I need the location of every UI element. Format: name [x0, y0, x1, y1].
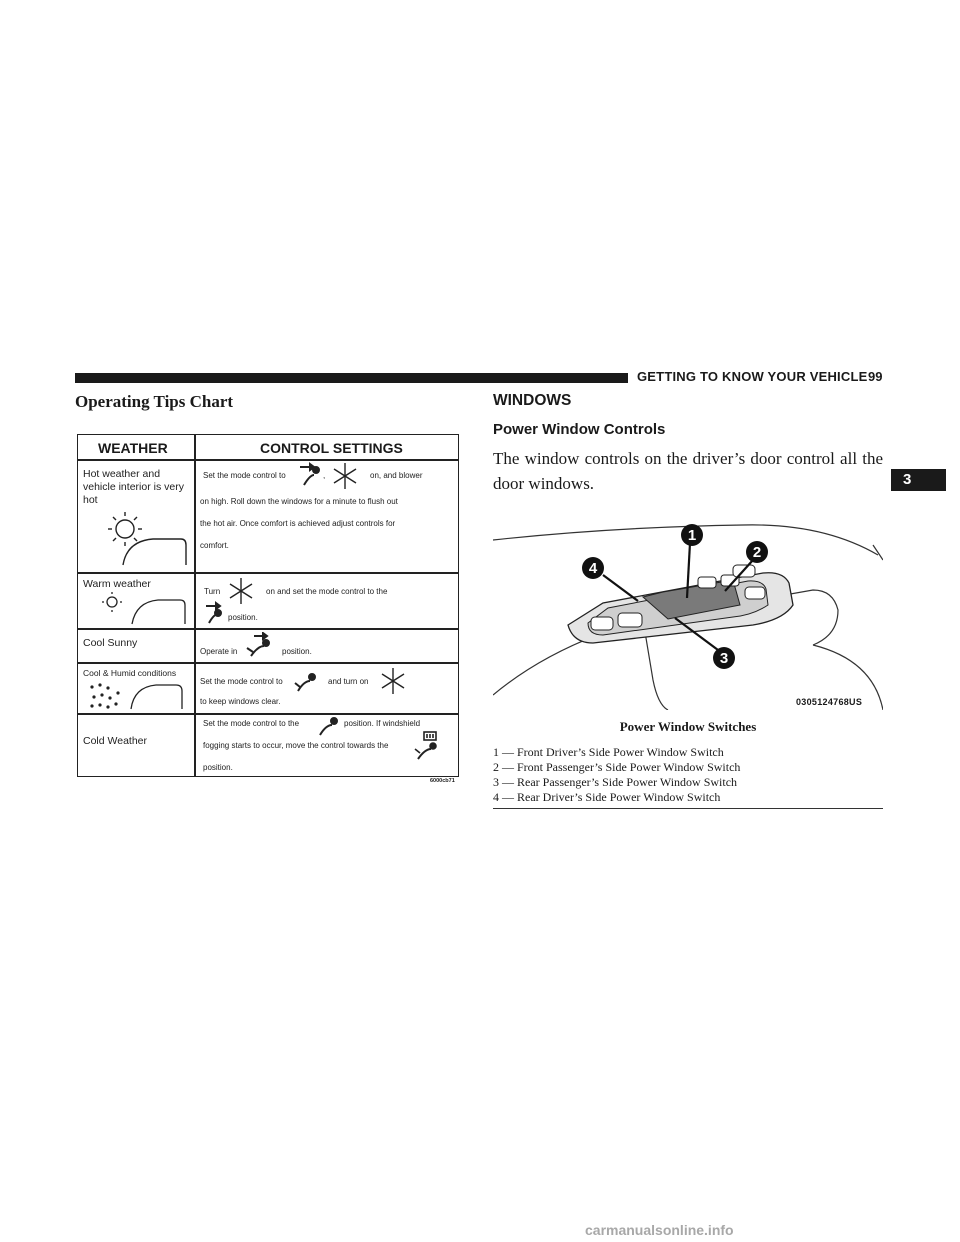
weather-cool-humid: Cool & Humid conditions — [83, 668, 177, 678]
rain-car-icon — [86, 679, 186, 711]
figure-legend — [493, 745, 740, 805]
col-weather: WEATHER — [98, 440, 168, 456]
power-window-switches-figure — [493, 495, 883, 710]
weather-hot: Hot weather and vehicle interior is very hot — [83, 468, 184, 506]
body-paragraph: The window controls on the driver’s door control all the door windows. — [493, 449, 883, 493]
sub-heading: Power Window Controls — [493, 421, 666, 438]
section-title: GETTING TO KNOW YOUR VEHICLE — [637, 369, 868, 384]
mode-floor-icon — [316, 713, 340, 737]
callout-1: 1 — [687, 527, 697, 544]
legend-item: 3 — Rear Passenger’s Side Power Window Switch — [493, 775, 738, 789]
operating-tips-chart: WEATHER CONTROL SETTINGS Hot weather and vehicle interior is very hot Set the mode control to , on, and blower on high. Roll down the windows for a minute to flush out the hot air. Once comfort is achieved adjust controls for comfort. Warm weather Turn on and set the mode control to the position. Cool Sunny Operate in position. Cool & Humid conditions Set the mode control to and turn on to keep windows clear. Cold Weather Set the mode control to the position. If windshield fogging starts to occur, move the control towards the position. — [77, 434, 459, 777]
mode-bilevel-icon — [246, 632, 272, 658]
mode-panel-icon — [204, 601, 226, 625]
figure-code: 0305124768US — [796, 697, 863, 707]
ac-snowflake-icon — [330, 461, 360, 491]
mode-defrost-floor-icon — [413, 731, 443, 761]
sun-car-icon — [103, 507, 188, 567]
header-rule — [75, 373, 628, 383]
weather-cold: Cold Weather — [83, 735, 148, 747]
weather-cool-sunny: Cool Sunny — [83, 637, 138, 649]
sun-car-small-icon — [98, 590, 188, 626]
chart-code: 6000cb71 — [430, 778, 455, 784]
legend-item: 1 — Front Driver’s Side Power Window Switch — [493, 745, 724, 759]
ac-snowflake-icon — [226, 576, 256, 606]
ac-snowflake-icon — [378, 666, 408, 696]
mode-floor-defrost-icon — [294, 667, 318, 693]
figure-caption: Power Window Switches — [619, 719, 757, 734]
section-heading: WINDOWS — [493, 392, 572, 409]
callout-2: 2 — [752, 544, 762, 561]
legend-item: 4 — Rear Driver’s Side Power Window Switch — [493, 790, 721, 804]
page-number: 99 — [868, 369, 883, 384]
weather-warm: Warm weather — [83, 578, 151, 590]
mode-floor-icon — [298, 461, 322, 487]
chart-heading: Operating Tips Chart — [75, 392, 234, 411]
watermark: carmanualsonline.info — [585, 1222, 734, 1238]
chapter-tab: 3 — [891, 469, 946, 491]
callout-3: 3 — [719, 650, 729, 667]
col-control: CONTROL SETTINGS — [260, 440, 403, 456]
legend-rule — [493, 808, 883, 809]
legend-item: 2 — Front Passenger’s Side Power Window Switch — [493, 760, 741, 774]
callout-4: 4 — [588, 560, 598, 577]
